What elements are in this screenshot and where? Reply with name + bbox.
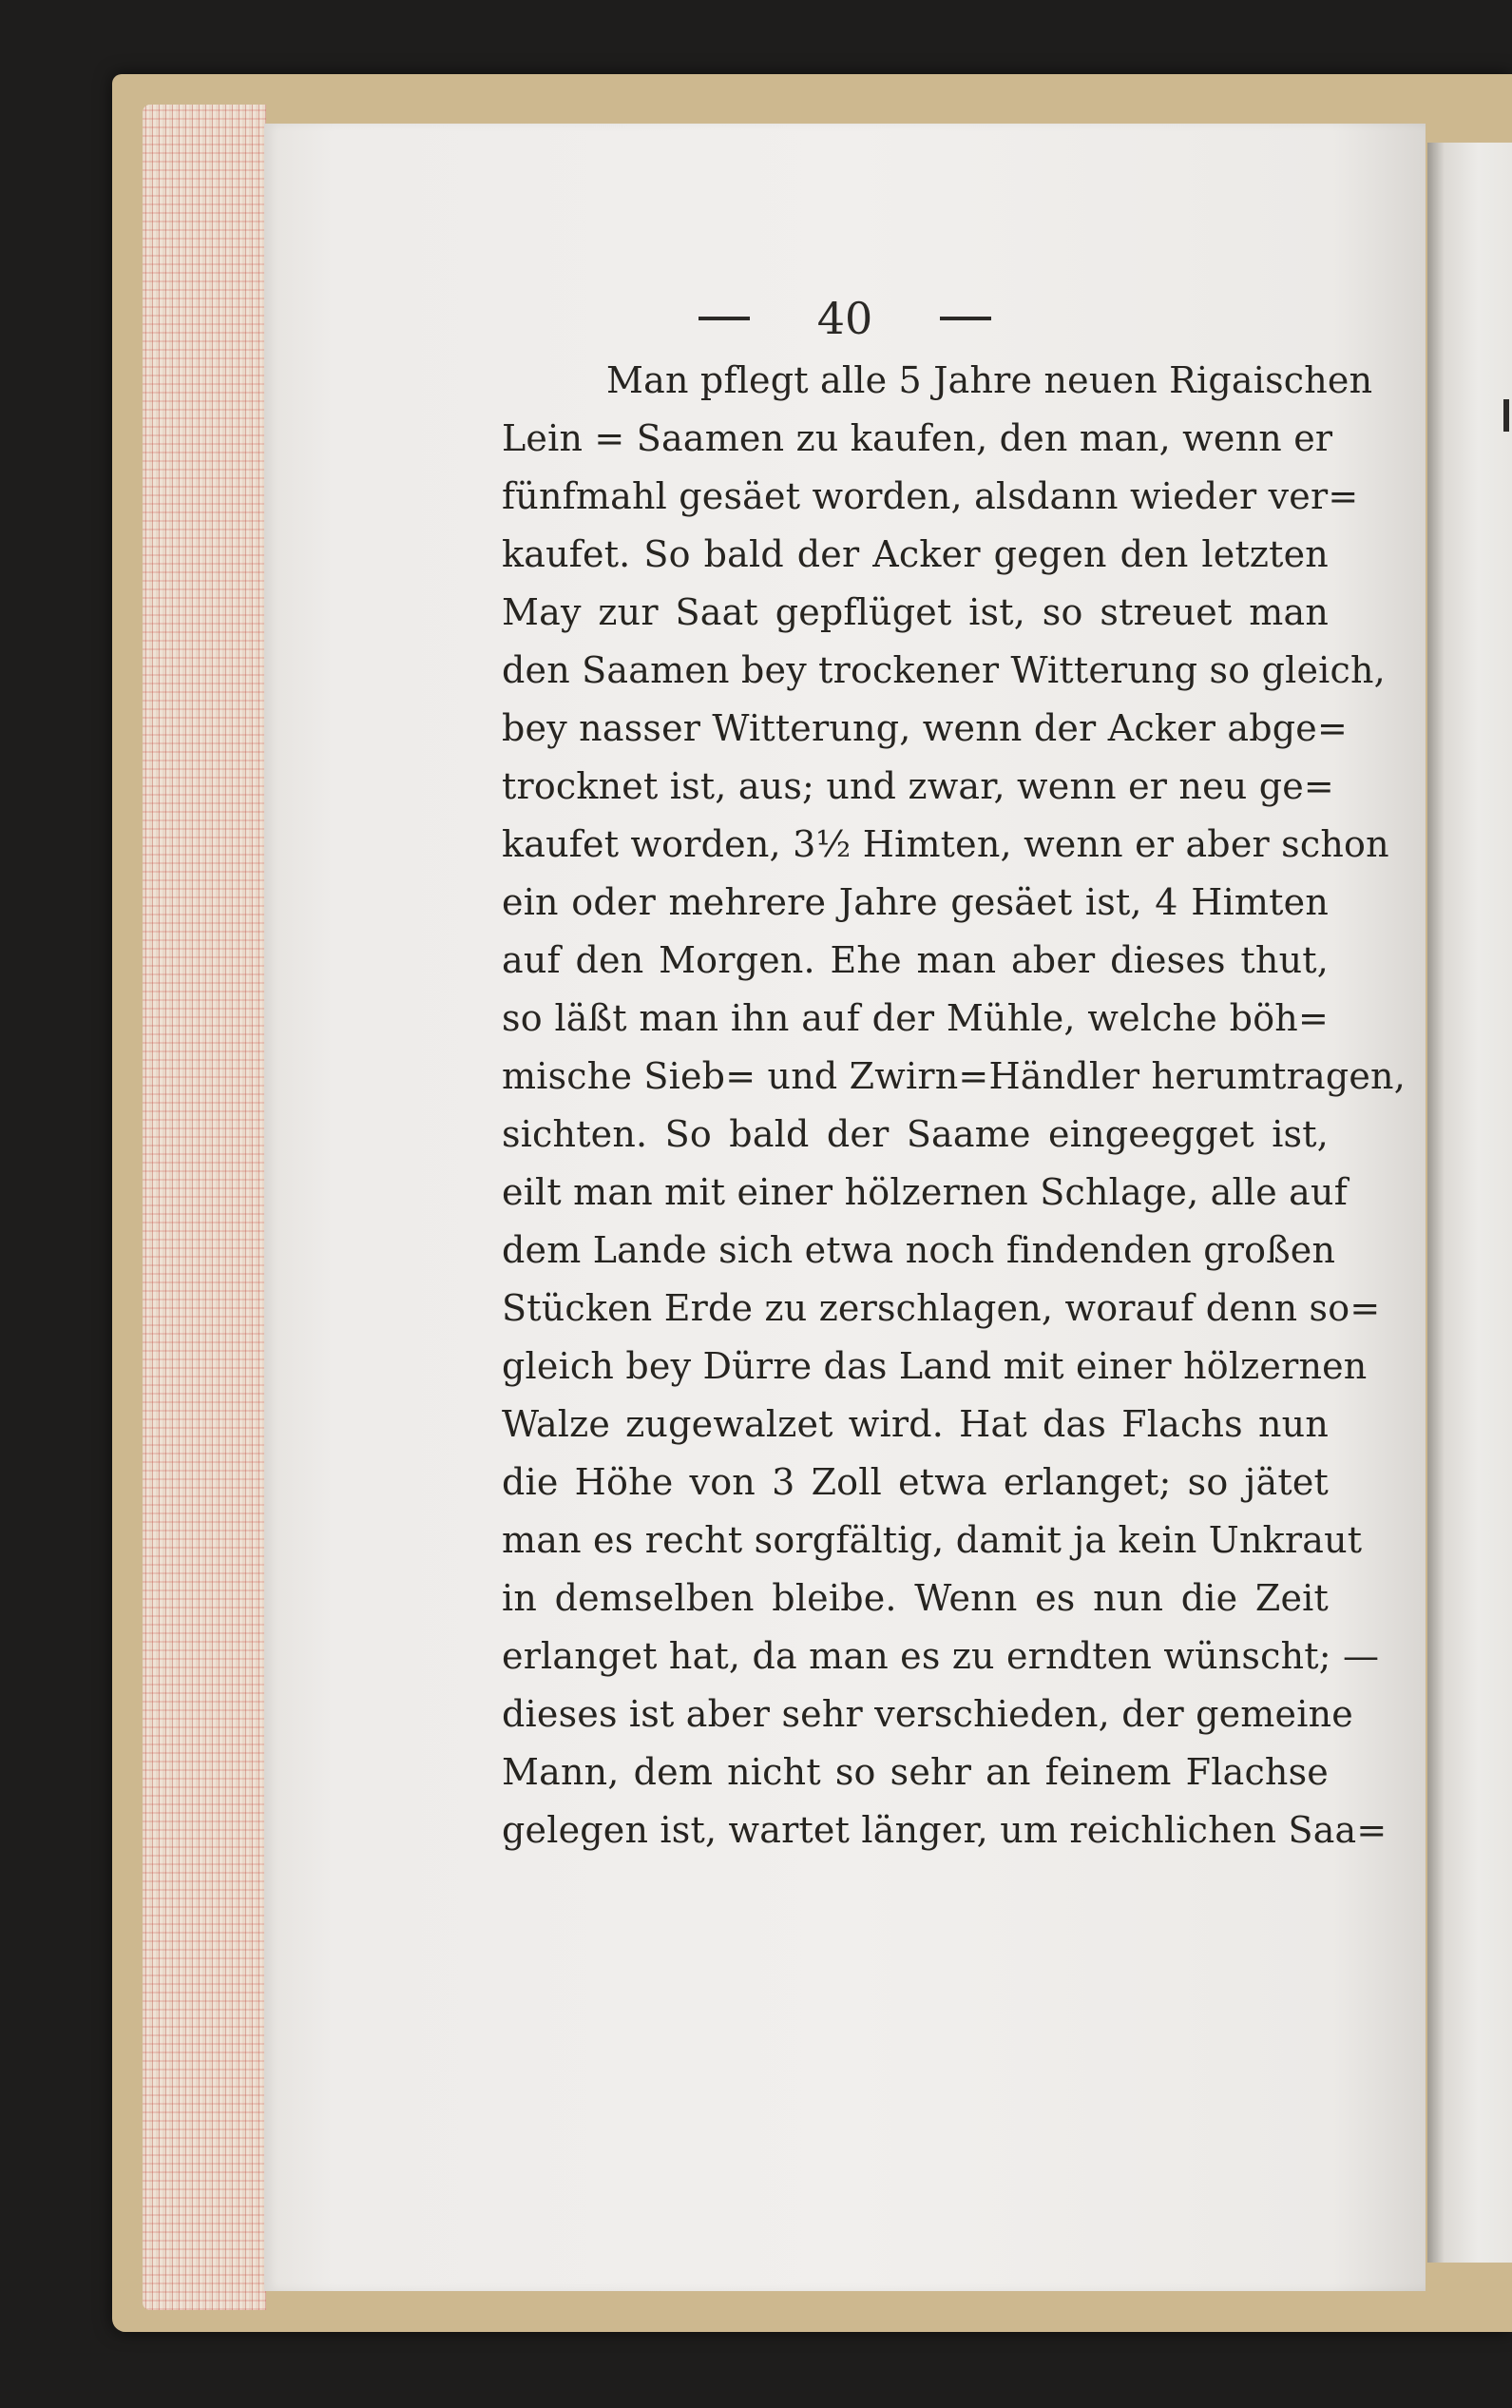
page-header [264, 276, 1426, 361]
text-line: kaufet worden, 3½ Himten, wenn er aber schon [502, 823, 1389, 865]
text-line: erlanget hat, da man es zu erndten wünscht; — [502, 1635, 1380, 1677]
text-line: auf den Morgen. Ehe man aber dieses thut, [502, 939, 1329, 981]
text-line: kaufet. So bald der Acker gegen den letzten [502, 533, 1329, 575]
facing-page [1427, 143, 1512, 2263]
text-line: Walze zugewalzet wird. Hat das Flachs nun [502, 1403, 1329, 1445]
page-number: 40 [816, 293, 873, 344]
text-line: eilt man mit einer hölzernen Schlage, alle auf [502, 1171, 1348, 1213]
text-line: die Höhe von 3 Zoll etwa erlanget; so jätet [502, 1461, 1329, 1503]
text-line: ein oder mehrere Jahre gesäet ist, 4 Himten [502, 881, 1329, 923]
text-line: man es recht sorgfältig, damit ja kein Unkraut [502, 1519, 1363, 1561]
text-line: bey nasser Witterung, wenn der Acker abge= [502, 707, 1349, 749]
header-dash-right [940, 317, 991, 320]
text-line: trocknet ist, aus; und zwar, wenn er neu ge= [502, 765, 1334, 807]
text-line: fünfmahl gesäet worden, alsdann wieder ver= [502, 475, 1359, 517]
text-line: May zur Saat gepflüget ist, so streuet man [502, 591, 1329, 633]
text-line: mische Sieb= und Zwirn=Händler herumtragen, [502, 1055, 1407, 1097]
text-line: dem Lande sich etwa noch findenden großen [502, 1229, 1336, 1271]
text-line: sichten. So bald der Saame eingeegget ist, [502, 1113, 1329, 1155]
text-line: Man pflegt alle 5 Jahre neuen Rigaischen [606, 359, 1373, 401]
header-dash-left [699, 317, 750, 320]
facing-page-mark [1503, 399, 1509, 432]
text-line: Mann, dem nicht so sehr an feinem Flachse [502, 1751, 1329, 1793]
text-line: so läßt man ihn auf der Mühle, welche böh= [502, 997, 1329, 1039]
text-line: Lein = Saamen zu kaufen, den man, wenn er [502, 417, 1333, 459]
text-line: Stücken Erde zu zerschlagen, worauf denn so= [502, 1287, 1381, 1329]
text-line: in demselben bleibe. Wenn es nun die Zeit [502, 1577, 1329, 1619]
page-edges [143, 105, 266, 2310]
text-line: den Saamen bey trockener Witterung so gleich, [502, 649, 1386, 691]
body-text [502, 352, 1407, 1859]
text-line: gleich bey Dürre das Land mit einer hölzernen [502, 1345, 1368, 1387]
text-line: dieses ist aber sehr verschieden, der gemeine [502, 1693, 1353, 1735]
text-line: gelegen ist, wartet länger, um reichlichen Saa= [502, 1809, 1388, 1851]
